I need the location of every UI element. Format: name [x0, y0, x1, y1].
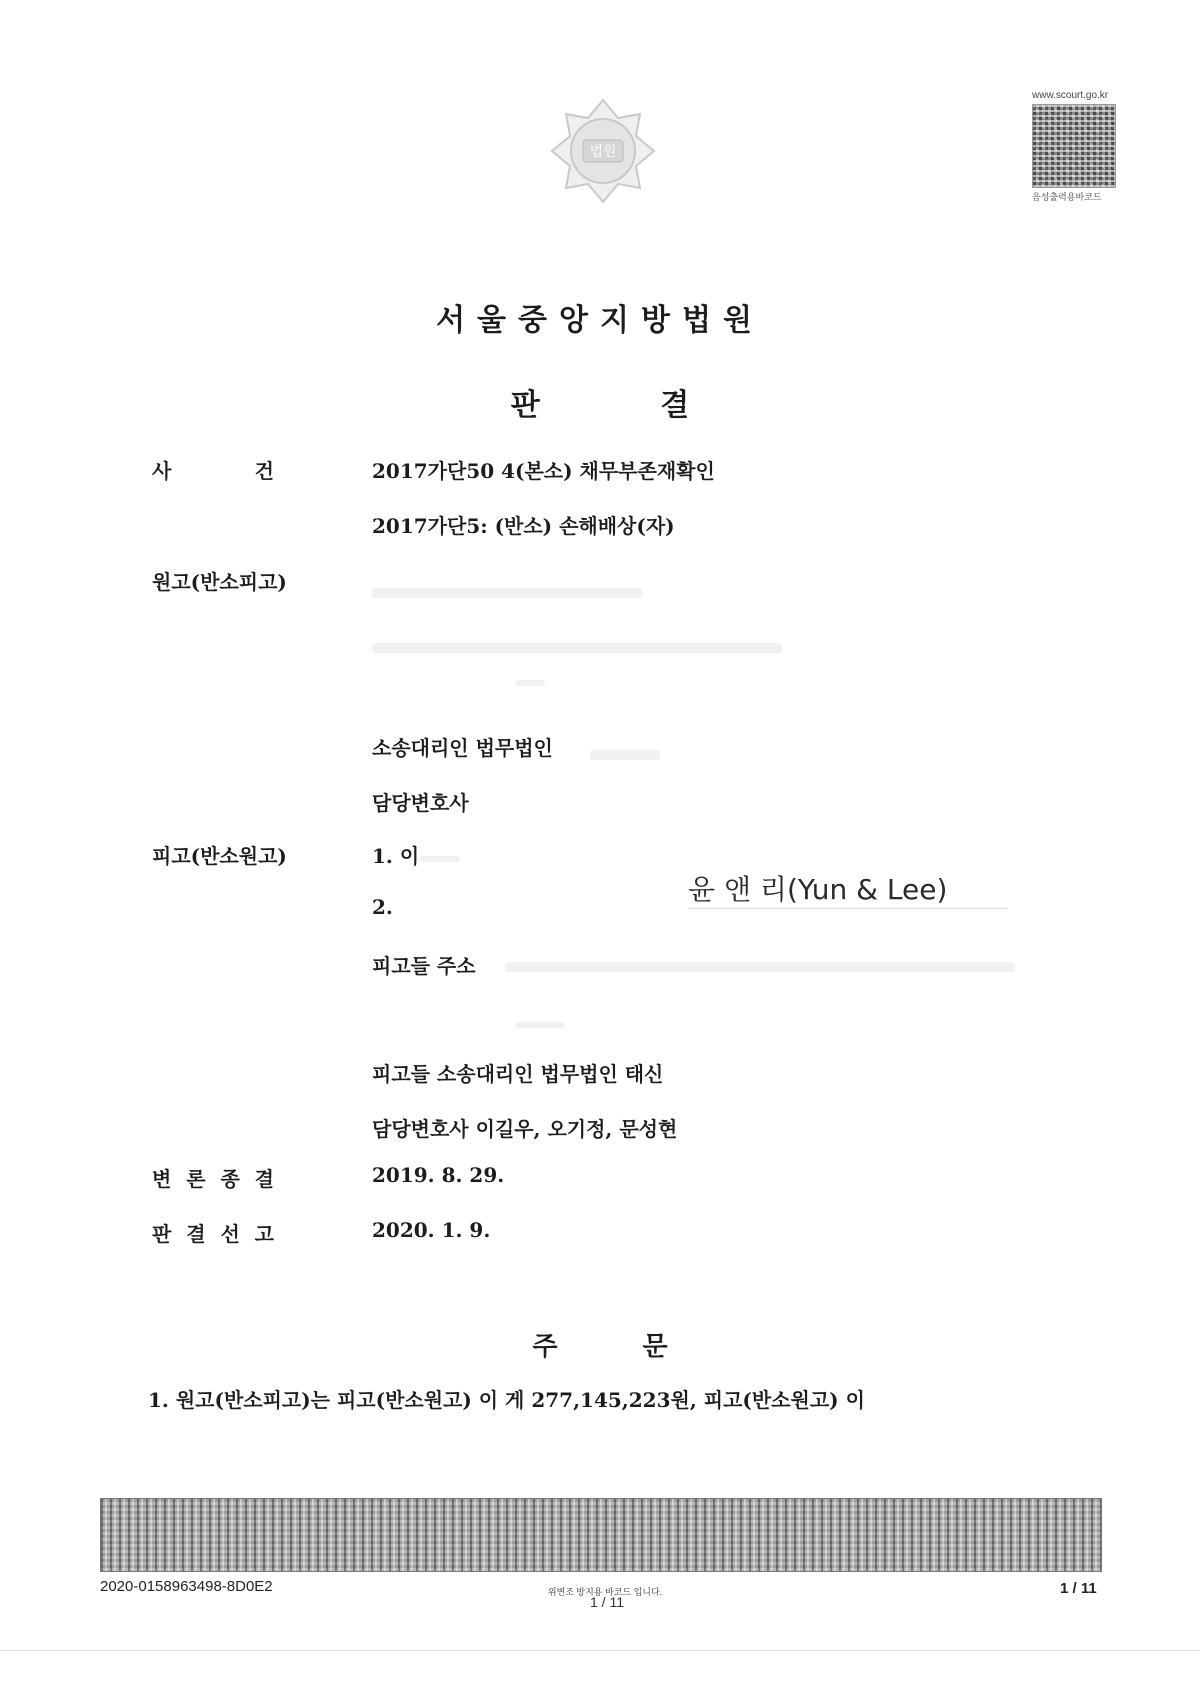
label-char: 결 — [254, 1167, 274, 1191]
seal-text: 법원 — [589, 144, 617, 160]
anti-forgery-barcode-icon — [100, 1498, 1102, 1572]
order-title: 주 문 — [532, 1332, 668, 1362]
defendant-address: 피고들 주소 — [372, 954, 476, 978]
redaction-bar — [590, 750, 660, 760]
redaction-bar — [372, 643, 782, 653]
qr-caption: 음성출력용바코드 — [1032, 192, 1102, 202]
case-line-2: 2017가단5: (반소) 손해배상(자) — [372, 514, 675, 538]
redaction-bar — [372, 588, 642, 598]
hearing-end-date: 2019. 8. 29. — [372, 1163, 505, 1187]
hearing-end-label — [152, 1163, 274, 1192]
court-name: 서울중앙지방법원 — [436, 303, 764, 338]
plaintiff-lawyer: 담당변호사 — [372, 791, 469, 815]
label-char: 선 — [220, 1222, 240, 1246]
judgment-date-label — [152, 1218, 274, 1247]
judgment-date: 2020. 1. 9. — [372, 1218, 491, 1242]
defendant-item-1: 1. 이 — [372, 844, 420, 868]
case-label-char: 사 — [152, 459, 172, 483]
redaction-bar — [515, 680, 545, 686]
stamp-divider — [688, 908, 1008, 909]
barcode-note: 위변조 방지용 바코드 입니다. — [547, 1587, 663, 1597]
order-line-1: 1. 원고(반소피고)는 피고(반소원고) 이 게 277,145,223원, 피고(반소원고) 이 — [148, 1388, 865, 1412]
page-number-center: 1 / 11 — [590, 1594, 624, 1610]
redaction-bar — [515, 1022, 565, 1028]
label-char: 판 — [152, 1222, 172, 1246]
label-char: 종 — [220, 1167, 240, 1191]
case-label-char: 건 — [254, 459, 274, 483]
bottom-rule — [0, 1650, 1200, 1651]
case-line-1: 2017가단50 4(본소) 채무부존재확인 — [372, 459, 715, 483]
redaction-bar — [420, 856, 460, 862]
plaintiff-agent: 소송대리인 법무법인 — [372, 736, 553, 760]
label-char: 고 — [254, 1222, 274, 1246]
defendant-agent: 피고들 소송대리인 법무법인 태신 — [372, 1062, 664, 1086]
case-label — [152, 455, 274, 484]
defendant-label: 피고(반소원고) — [152, 844, 287, 868]
qr-code-icon — [1032, 104, 1116, 188]
defendant-lawyers: 담당변호사 이길우, 오기정, 문성현 — [372, 1117, 678, 1141]
law-firm-stamp: 윤 앤 리(Yun & Lee) — [688, 873, 948, 906]
plaintiff-label: 원고(반소피고) — [152, 570, 287, 594]
label-char: 변 — [152, 1167, 172, 1191]
document-id: 2020-0158963498-8D0E2 — [100, 1578, 273, 1595]
redaction-bar — [505, 962, 1015, 972]
court-seal-icon — [548, 96, 658, 206]
label-char: 결 — [186, 1222, 206, 1246]
qr-url-text: www.scourt.go.kr — [1032, 90, 1109, 101]
document-title: 판 결 — [510, 388, 690, 423]
defendant-item-2: 2. — [372, 895, 393, 919]
page-number-right: 1 / 11 — [1060, 1580, 1097, 1597]
label-char: 론 — [186, 1167, 206, 1191]
